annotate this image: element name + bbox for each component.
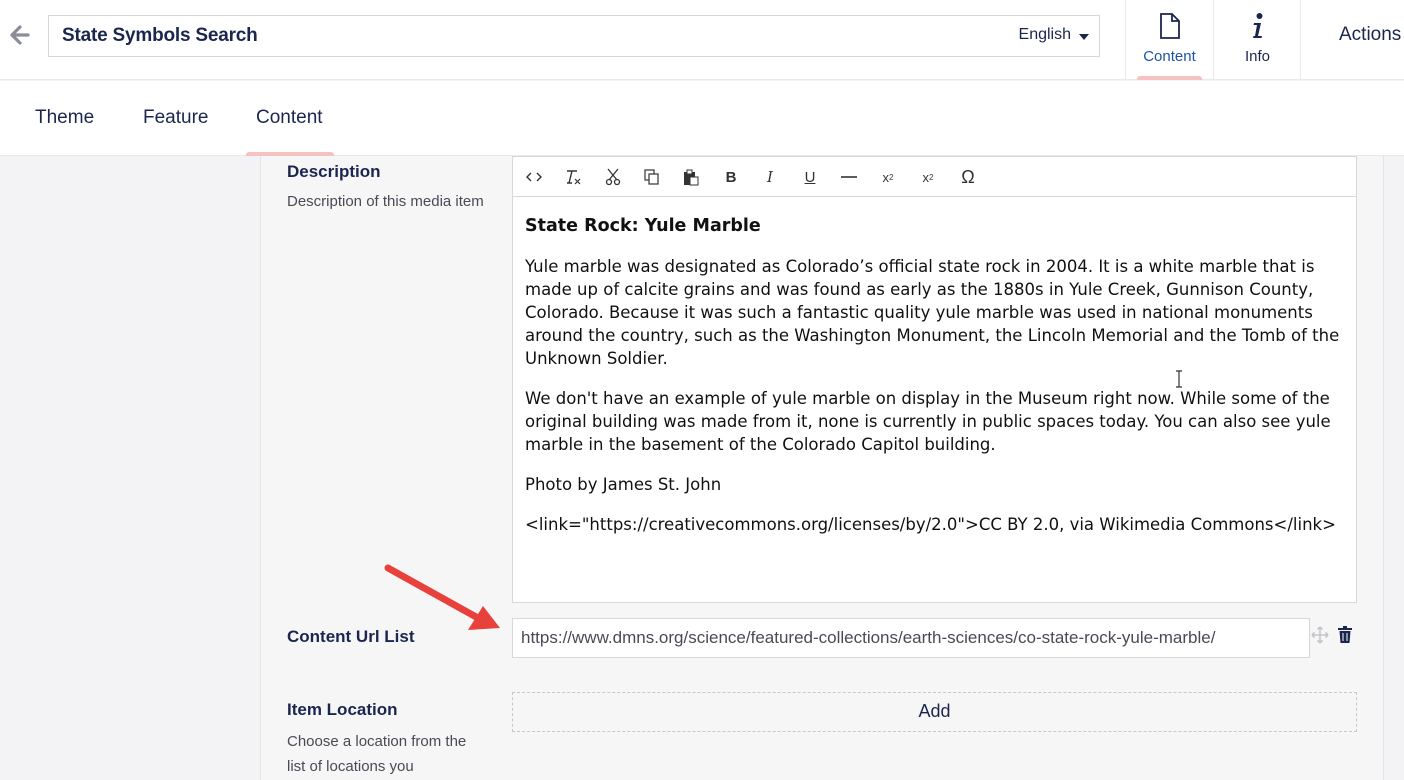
content-paragraph: Yule marble was designated as Colorado’s official state rock in 2004. It is a white marble that is made up of calcite grains and was found as early as the 1880s in Yule Creek, Gunnison County, Colorado. Because it was such a fantastic quality yule marble was used in national monuments around the country, such as the Washington Monument, the Lincoln Memorial and the Tomb of the Unknown Soldier.: [525, 257, 1340, 368]
cut-icon[interactable]: [601, 165, 625, 189]
back-button[interactable]: [8, 22, 32, 48]
superscript-icon[interactable]: x 2: [922, 169, 934, 185]
copy-icon[interactable]: [640, 165, 664, 189]
content-heading: State Rock: Yule Marble: [525, 216, 761, 236]
arrow-left-icon: [8, 22, 32, 48]
rich-text-editor[interactable]: [512, 156, 1357, 603]
app-button-info[interactable]: [1213, 0, 1301, 80]
move-icon[interactable]: [1311, 626, 1329, 644]
italic-icon[interactable]: I: [767, 168, 773, 186]
actions-button[interactable]: [1300, 0, 1404, 80]
editor-header: [0, 0, 1404, 80]
content-paragraph: We don't have an example of yule marble on display in the Museum right now. While some of the original building was made from it, none is currently in public spaces today. You can also see yule marble in the basement of the Colorado Capitol building.: [525, 389, 1331, 454]
horizontal-rule-icon[interactable]: [837, 165, 861, 189]
annotation-arrow-icon: [380, 560, 510, 640]
subscript-icon[interactable]: x 2: [882, 169, 894, 185]
source-code-icon[interactable]: [522, 165, 546, 189]
paste-icon[interactable]: [679, 165, 703, 189]
editor-content[interactable]: [525, 215, 1349, 553]
tab-theme[interactable]: Theme: [35, 107, 95, 128]
language-select[interactable]: [1019, 26, 1089, 44]
remove-format-icon[interactable]: [561, 165, 585, 189]
app-button-content-label: Content: [1143, 48, 1196, 65]
description-help: Description of this media item: [287, 193, 484, 210]
content-url-input[interactable]: https://www.dmns.org/science/featured-collections/earth-sciences/co-state-rock-yule-marble/: [512, 618, 1310, 658]
content-paragraph: Photo by James St. John: [525, 475, 722, 494]
editor-toolbar: [513, 157, 1356, 197]
info-icon: [1251, 12, 1265, 40]
active-indicator: [1137, 76, 1202, 80]
bold-icon[interactable]: B: [725, 168, 737, 186]
tab-content[interactable]: Content: [256, 107, 323, 128]
tab-bar: [0, 81, 1404, 156]
special-char-icon[interactable]: Ω: [961, 166, 975, 187]
trash-icon[interactable]: [1338, 626, 1352, 643]
document-icon: [1159, 12, 1181, 40]
text-cursor-icon: [1173, 370, 1185, 388]
content-paragraph: <link="https://creativecommons.org/licenses/by/2.0">CC BY 2.0, via Wikimedia Commons</link>: [525, 515, 1336, 534]
tab-feature[interactable]: Feature: [143, 107, 209, 128]
app-button-content[interactable]: [1125, 0, 1213, 80]
item-location-help: Choose a location from the list of locations you: [287, 733, 467, 775]
add-location-button[interactable]: Add: [512, 692, 1357, 732]
underline-icon[interactable]: U: [804, 168, 816, 186]
language-label: English: [1018, 26, 1071, 43]
node-name-text[interactable]: State Symbols Search: [62, 25, 258, 46]
actions-label: Actions: [1339, 24, 1402, 45]
app-button-info-label: Info: [1244, 48, 1271, 65]
left-gutter: [0, 156, 260, 780]
description-label: Description: [287, 162, 381, 181]
item-location-label: Item Location: [287, 700, 398, 719]
node-name-field[interactable]: [48, 15, 1100, 57]
content-url-list-label: Content Url List: [287, 627, 415, 646]
caret-down-icon: [1079, 34, 1089, 40]
